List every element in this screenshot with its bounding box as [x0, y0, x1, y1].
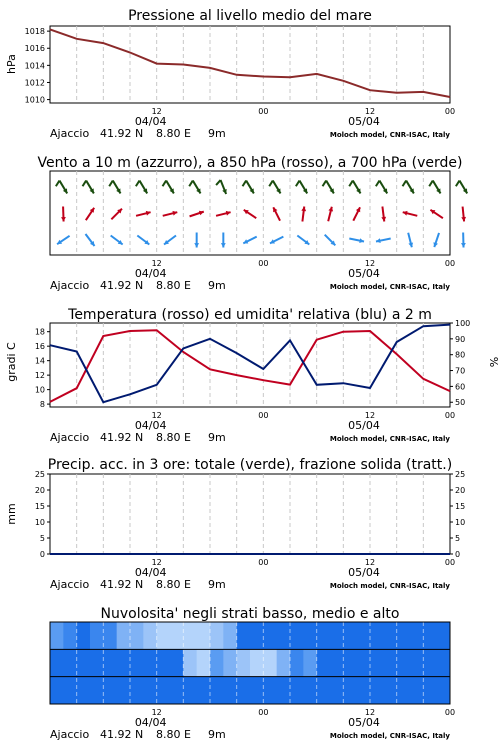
station-lon: 8.80 E: [156, 578, 191, 591]
cloud-cell: [303, 622, 317, 649]
cloud-cell: [410, 649, 424, 676]
cloud-cell: [157, 677, 171, 704]
cloud-cell: [157, 649, 171, 676]
cloud-cell: [210, 649, 224, 676]
cloud-cell: [290, 677, 304, 704]
y-tick-label: 15: [34, 502, 45, 511]
cloud-cell: [77, 649, 91, 676]
y-tick-label: 1014: [24, 61, 45, 71]
date-label: 05/04: [348, 267, 380, 280]
wind-arrow: [376, 238, 391, 243]
cloud-cell: [303, 649, 317, 676]
cloud-cell: [183, 677, 197, 704]
station-name: Ajaccio: [50, 127, 90, 140]
station-name: Ajaccio: [50, 578, 90, 591]
cloud-cell: [423, 622, 437, 649]
wind-arrow: [403, 211, 418, 216]
cloud-cell: [197, 622, 211, 649]
station-lat: 41.92 N: [100, 279, 144, 292]
cloud-cell: [423, 649, 437, 676]
cloud-cell: [330, 649, 344, 676]
wind-arrow: [349, 181, 360, 194]
y-tick-label: 1018: [24, 27, 45, 37]
cloud-cell: [223, 649, 237, 676]
wind-arrow: [243, 181, 254, 194]
cloud-cell: [357, 677, 371, 704]
cloud-cell: [77, 677, 91, 704]
y-tick-label: 8: [39, 400, 45, 410]
station-alt: 9m: [208, 578, 226, 591]
cloud-cell: [170, 622, 184, 649]
x-tick-label: 00: [258, 708, 269, 717]
date-label: 04/04: [134, 566, 167, 579]
cloud-cell: [223, 622, 237, 649]
panel-precipitation: [5, 457, 465, 559]
y-tick-label: 1012: [24, 78, 45, 88]
y-tick-label-right: 25: [455, 470, 466, 479]
cloud-cell: [357, 622, 371, 649]
cloud-cell: [437, 649, 451, 676]
model-credit: Moloch model, CNR-ISAC, Italy: [329, 582, 450, 590]
x-tick-label: 00: [444, 411, 456, 420]
x-tick-label: 12: [364, 558, 376, 567]
cloud-cell: [397, 649, 411, 676]
cloud-cell: [157, 622, 171, 649]
date-label: 04/04: [134, 115, 167, 128]
cloud-cell: [317, 677, 331, 704]
cloud-cell: [103, 677, 117, 704]
station-lon: 8.80 E: [156, 279, 191, 292]
cloud-cell: [263, 649, 277, 676]
wind-arrow: [408, 233, 413, 248]
station-alt: 9m: [208, 279, 226, 292]
cloud-cell: [170, 649, 184, 676]
temperature-ylabel: gradi C: [5, 342, 18, 382]
panel-pressure: [5, 8, 450, 105]
y-tick-label-right: 60: [455, 382, 466, 392]
x-tick-label: 12: [364, 708, 376, 717]
station-alt: 9m: [208, 127, 226, 140]
cloud-cell: [370, 677, 384, 704]
cloud-cell: [330, 622, 344, 649]
wind-arrow: [56, 181, 67, 194]
cloud-cell: [423, 677, 437, 704]
cloud-cell: [250, 622, 264, 649]
y-tick-label: 16: [34, 342, 45, 352]
wind-arrow: [61, 207, 66, 222]
y-tick-label-right: 80: [455, 350, 466, 360]
x-tick-label: 12: [151, 708, 162, 717]
pressure-ylabel: hPa: [5, 54, 18, 74]
y-tick-label-right: 50: [455, 398, 466, 408]
cloud-cell: [277, 622, 291, 649]
cloud-cell: [343, 677, 357, 704]
wind-arrow: [111, 209, 122, 220]
wind-arrow: [433, 233, 439, 247]
station-lon: 8.80 E: [156, 127, 191, 140]
wind-arrow: [430, 210, 442, 218]
cloud-cell: [277, 649, 291, 676]
wind-arrow: [86, 208, 94, 220]
wind-arrow: [244, 210, 256, 218]
cloud-cell: [370, 649, 384, 676]
wind-arrow: [86, 234, 95, 246]
cloud-cell: [437, 622, 451, 649]
cloud-cell: [210, 677, 224, 704]
humidity-series-line: [50, 325, 450, 403]
cloud-cell: [250, 649, 264, 676]
y-tick-label: 5: [39, 534, 45, 543]
x-tick-label: 00: [444, 708, 456, 717]
wind-arrow: [328, 207, 333, 222]
precip-grid: [77, 474, 424, 554]
wind-arrow: [461, 207, 466, 222]
cloud-cell: [250, 677, 264, 704]
station-lat: 41.92 N: [100, 728, 144, 741]
cloud-cell: [290, 649, 304, 676]
y-tick-label: 10: [34, 518, 45, 527]
wind-arrow: [301, 207, 306, 222]
y-tick-label-right: 70: [455, 366, 466, 376]
cloud-cell: [143, 677, 157, 704]
x-tick-label: 12: [151, 558, 162, 567]
cloud-cell: [210, 622, 224, 649]
cloud-cell: [330, 677, 344, 704]
wind-arrow: [221, 233, 226, 248]
date-label: 05/04: [348, 716, 380, 729]
cloud-cell: [90, 677, 104, 704]
station-alt: 9m: [208, 728, 226, 741]
date-label: 04/04: [134, 419, 167, 432]
cloud-title: Nuvolosita' negli strati basso, medio e alto: [100, 606, 400, 622]
pressure-title: Pressione al livello medio del mare: [128, 8, 372, 24]
y-tick-label-right: 5: [455, 534, 461, 543]
cloud-cell: [63, 622, 77, 649]
temperature-series-line: [50, 330, 450, 402]
y-tick-label: 25: [34, 470, 45, 479]
cloud-cell: [317, 622, 331, 649]
cloud-cell: [397, 677, 411, 704]
cloud-cell: [183, 622, 197, 649]
precip-ylabel: mm: [5, 503, 18, 525]
wind-arrow: [109, 181, 120, 194]
wind-arrow: [270, 237, 283, 244]
model-credit: Moloch model, CNR-ISAC, Italy: [329, 435, 450, 443]
cloud-cell: [277, 677, 291, 704]
cloud-cell: [77, 622, 91, 649]
y-tick-label: 12: [34, 371, 45, 381]
station-lat: 41.92 N: [100, 431, 144, 444]
wind-arrow: [216, 211, 231, 216]
cloud-cell: [63, 649, 77, 676]
x-tick-label: 12: [364, 107, 376, 116]
wind-arrow: [376, 181, 387, 194]
cloud-cell: [63, 677, 77, 704]
wind-arrow: [243, 237, 256, 244]
y-tick-label-right: 10: [455, 518, 466, 527]
model-credit: Moloch model, CNR-ISAC, Italy: [329, 283, 450, 291]
cloud-cell: [383, 622, 397, 649]
cloud-cell: [343, 649, 357, 676]
wind-arrow: [216, 180, 227, 194]
humidity-ylabel: %: [487, 356, 500, 368]
y-tick-label-right: 90: [455, 334, 466, 344]
x-tick-label: 00: [258, 107, 269, 116]
x-tick-label: 00: [444, 558, 456, 567]
y-tick-label-right: 100: [455, 319, 471, 328]
y-tick-label: 1016: [24, 44, 45, 54]
date-label: 05/04: [348, 115, 380, 128]
cloud-cell: [50, 677, 64, 704]
x-tick-label: 00: [444, 107, 456, 116]
panel-temperature: [5, 307, 500, 409]
cloud-cell: [143, 649, 157, 676]
y-tick-label: 14: [34, 356, 45, 366]
wind-arrow: [136, 181, 147, 194]
cloud-cell: [103, 622, 117, 649]
y-tick-label: 0: [39, 550, 45, 559]
y-tick-label-right: 0: [455, 550, 461, 559]
wind-arrow: [164, 236, 176, 245]
station-name: Ajaccio: [50, 279, 90, 292]
model-credit: Moloch model, CNR-ISAC, Italy: [329, 732, 450, 740]
wind-arrow: [456, 181, 467, 194]
precip-title: Precip. acc. in 3 ore: totale (verde), frazione solida (tratt.): [47, 457, 453, 473]
wind-arrow: [296, 181, 307, 194]
x-tick-label: 00: [444, 259, 456, 268]
station-alt: 9m: [208, 431, 226, 444]
wind-arrow: [353, 207, 360, 220]
station-name: Ajaccio: [50, 431, 90, 444]
date-label: 05/04: [348, 419, 380, 432]
cloud-cell: [197, 649, 211, 676]
wind-arrow: [381, 207, 386, 222]
x-tick-label: 12: [151, 107, 162, 116]
wind-arrow: [273, 207, 280, 220]
y-tick-label: 20: [34, 486, 45, 495]
y-tick-label: 18: [34, 327, 45, 337]
cloud-cell: [237, 677, 251, 704]
wind-arrow: [269, 181, 280, 194]
cloud-cell: [50, 622, 64, 649]
x-tick-label: 00: [258, 411, 269, 420]
x-tick-label: 12: [364, 259, 376, 268]
y-tick-label: 10: [34, 385, 45, 395]
model-credit: Moloch model, CNR-ISAC, Italy: [329, 131, 450, 139]
x-tick-label: 00: [258, 558, 269, 567]
date-label: 04/04: [134, 716, 167, 729]
cloud-cell: [343, 622, 357, 649]
cloud-cell: [143, 622, 157, 649]
wind-arrow: [137, 236, 149, 245]
panel-wind: [37, 155, 467, 255]
wind-arrow: [194, 233, 199, 248]
station-lat: 41.92 N: [100, 578, 144, 591]
cloud-cell: [130, 677, 144, 704]
cloud-heatmap: [50, 622, 451, 704]
x-tick-label: 12: [364, 411, 376, 420]
station-lon: 8.80 E: [156, 431, 191, 444]
cloud-cell: [383, 677, 397, 704]
cloud-cell: [50, 649, 64, 676]
cloud-cell: [103, 649, 117, 676]
cloud-cell: [117, 622, 131, 649]
cloud-cell: [303, 677, 317, 704]
x-tick-label: 12: [151, 411, 162, 420]
pressure-grid: [77, 26, 424, 103]
wind-arrow: [323, 181, 334, 194]
wind-arrow: [403, 181, 414, 194]
cloud-cell: [357, 649, 371, 676]
cloud-cell: [263, 677, 277, 704]
cloud-cell: [170, 677, 184, 704]
cloud-cell: [370, 622, 384, 649]
cloud-cell: [117, 677, 131, 704]
wind-arrow: [163, 181, 174, 194]
wind-arrow: [349, 238, 364, 243]
cloud-cell: [183, 649, 197, 676]
y-tick-label-right: 15: [455, 502, 466, 511]
wind-arrow: [57, 236, 69, 244]
cloud-cell: [410, 677, 424, 704]
station-lon: 8.80 E: [156, 728, 191, 741]
wind-arrow: [325, 235, 336, 246]
cloud-cell: [397, 622, 411, 649]
cloud-cell: [237, 649, 251, 676]
wind-arrow: [136, 211, 151, 216]
panel-cloud: [50, 606, 451, 704]
wind-arrows: [56, 180, 467, 247]
x-tick-label: 00: [258, 259, 269, 268]
cloud-cell: [383, 649, 397, 676]
wind-arrow: [83, 181, 94, 194]
y-tick-label-right: 20: [455, 486, 466, 495]
wind-arrow: [189, 181, 200, 194]
pressure-series-line: [50, 29, 450, 97]
precip-frame: [50, 474, 450, 554]
cloud-cell: [117, 649, 131, 676]
date-label: 04/04: [134, 267, 167, 280]
cloud-cell: [197, 677, 211, 704]
wind-arrow: [111, 236, 123, 245]
wind-arrow: [163, 211, 178, 216]
station-name: Ajaccio: [50, 728, 90, 741]
x-tick-label: 12: [151, 259, 162, 268]
wind-arrow: [190, 211, 204, 217]
wind-arrow: [461, 233, 466, 248]
cloud-cell: [263, 622, 277, 649]
cloud-cell: [410, 622, 424, 649]
cloud-cell: [317, 649, 331, 676]
cloud-cell: [223, 677, 237, 704]
cloud-cell: [437, 677, 451, 704]
wind-arrow: [297, 236, 309, 245]
cloud-cell: [90, 622, 104, 649]
cloud-cell: [130, 622, 144, 649]
wind-title: Vento a 10 m (azzurro), a 850 hPa (rosso), a 700 hPa (verde): [37, 155, 463, 171]
cloud-cell: [130, 649, 144, 676]
cloud-cell: [90, 649, 104, 676]
cloud-cell: [237, 622, 251, 649]
y-tick-label: 1010: [24, 95, 45, 105]
temperature-title: Temperatura (rosso) ed umidita' relativa (blu) a 2 m: [68, 307, 432, 323]
cloud-cell: [290, 622, 304, 649]
wind-arrow: [429, 181, 440, 194]
station-lat: 41.92 N: [100, 127, 144, 140]
date-label: 05/04: [348, 566, 380, 579]
